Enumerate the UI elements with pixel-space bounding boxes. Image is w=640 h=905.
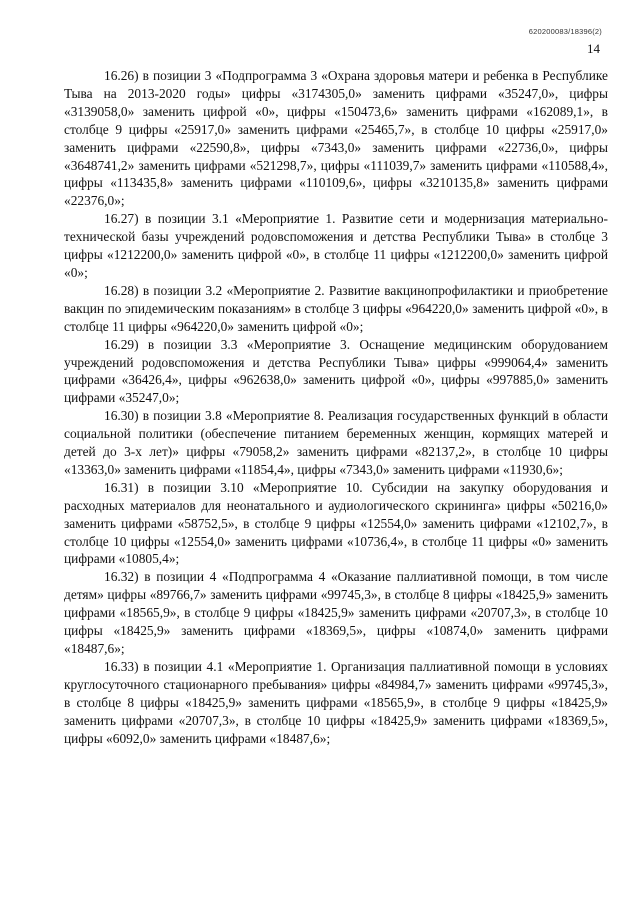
paragraph-16-28: 16.28) в позиции 3.2 «Мероприятие 2. Развитие вакцинопрофилактики и приобретение вакцин по эпидемическим показаниям» в столбце 3 цифры «964220,0» заменить цифрой «0», в столбце 11 цифры «964220,0» заменить цифрой «0»; xyxy=(64,282,608,334)
paragraph-16-30: 16.30) в позиции 3.8 «Мероприятие 8. Реализация государственных функций в области социальной политики (обеспечение питанием беременных женщин, кормящих матерей и детей до 3-х лет)» цифры «79058,2» заменить цифрами «82137,2», в столбце 10 цифры «13363,0» заменить цифрами «11854,4», цифры «7343,0» заменить цифрами «11930,6»; xyxy=(64,408,608,477)
page-number: 14 xyxy=(587,41,600,56)
paragraph-16-33: 16.33) в позиции 4.1 «Мероприятие 1. Организация паллиативной помощи в условиях круглосуточного стационарного пребывания» цифры «84984,7» заменить цифрами «99745,3», в столбце 8 цифры «18425,9» заменить цифрами «18565,9», в столбце 9 цифры «18425,9» заменить цифрами «20707,3», в столбце 10 цифры «18425,9» заменить цифрами «18369,5», цифры «6092,0» заменить цифрами «18487,6»; xyxy=(64,658,608,746)
document-body xyxy=(64,67,608,747)
paragraph-16-29: 16.29) в позиции 3.3 «Мероприятие 3. Оснащение медицинским оборудованием учреждений родовспоможения и детства Республики Тыва» цифры «999064,4» заменить цифрами «36426,4», цифры «962638,0» заменить цифрой «0», цифры «997885,0» заменить цифрами «35247,0»; xyxy=(64,336,608,406)
paragraph-16-27: 16.27) в позиции 3.1 «Мероприятие 1. Развитие сети и модернизация материально-технической базы учреждений родовспоможения и детства Республики Тыва» в столбце 3 цифры «1212200,0» заменить цифрой «0», в столбце 11 цифры «1212200,0» заменить цифрой «0»; xyxy=(64,211,608,280)
paragraph-16-26: 16.26) в позиции 3 «Подпрограмма 3 «Охрана здоровья матери и ребенка в Республике Тыва на 2013-2020 годы» цифры «3174305,0» заменить цифрами «35247,0», цифры «3139058,0» заменить цифрой «0», цифры «150473,6» заменить цифрами «162089,1», в столбце 9 цифры «25917,0» заменить цифрами «25465,7», в столбце 10 цифры «25917,0» заменить цифрами «22590,8», цифры «7343,0» заменить цифрами «22736,0», цифры «3648741,2» заменить цифрами «521298,7», цифры «111039,7» заменить цифрами «110588,4», цифры «113435,8» заменить цифрами «110109,6», цифры «3210135,8» заменить цифрами «22376,0»; xyxy=(64,68,608,209)
paragraph-16-31: 16.31) в позиции 3.10 «Мероприятие 10. Субсидии на закупку оборудования и расходных материалов для неонатального и аудиологического скрининга» цифры «50216,0» заменить цифрами «58752,5», в столбце 9 цифры «12554,0» заменить цифрами «12102,7», в столбце 10 цифры «12554,0» заменить цифрами «10736,4», в столбце 11 цифры «0» заменить цифрами «10805,4»; xyxy=(64,479,608,567)
paragraph-16-32: 16.32) в позиции 4 «Подпрограмма 4 «Оказание паллиативной помощи, в том числе детям» цифры «89766,7» заменить цифрами «99745,3», в столбце 8 цифры «18425,9» заменить цифрами «18565,9», в столбце 9 цифры «18425,9» заменить цифрами «20707,3», в столбце 10 цифры «18425,9» заменить цифрами «18369,5», цифры «10874,0» заменить цифрами «18487,6»; xyxy=(64,569,608,656)
document-code: 620200083/18396(2) xyxy=(528,27,602,36)
